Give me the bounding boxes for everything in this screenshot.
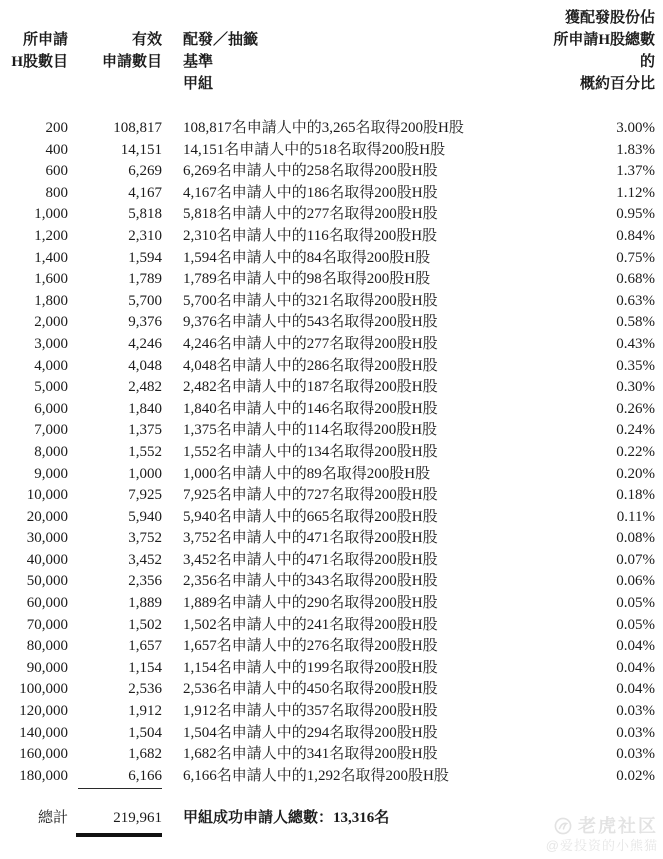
header-line: 獲配發股份佔: [564, 10, 655, 26]
header-applied-h-shares: [0, 7, 68, 95]
cell-percentage: 0.05%: [616, 595, 655, 612]
cell-allotment-basis: 4,167名申請人中的186名取得200股H股: [183, 184, 438, 201]
cell-percentage: 0.43%: [616, 335, 655, 352]
cell-valid-applications: 1,912: [128, 703, 162, 720]
cell-valid-applications: 2,356: [128, 573, 162, 590]
table-row: [0, 183, 663, 205]
cell-allotment-basis: 1,682名申請人中的341名取得200股H股: [183, 746, 438, 763]
table-row: [0, 593, 663, 615]
cell-applied-h-shares: 8,000: [34, 443, 68, 460]
header-line: 基準: [183, 54, 214, 70]
table-row: [0, 420, 663, 442]
cell-applied-h-shares: 100,000: [19, 681, 68, 698]
cell-percentage: 0.06%: [616, 573, 655, 590]
cell-percentage: 0.58%: [616, 314, 655, 331]
cell-valid-applications: 1,682: [128, 746, 162, 763]
watermark: [546, 815, 658, 854]
cell-percentage: 0.02%: [616, 767, 655, 784]
cell-allotment-basis: 1,375名申請人中的114名取得200股H股: [183, 422, 438, 439]
table-row: [0, 399, 663, 421]
cell-allotment-basis: 4,048名申請人中的286名取得200股H股: [183, 357, 438, 374]
total-label: 總計: [37, 810, 68, 827]
cell-applied-h-shares: 5,000: [34, 379, 68, 396]
cell-applied-h-shares: 50,000: [26, 573, 68, 590]
cell-allotment-basis: 1,594名申請人中的84名取得200股H股: [183, 249, 431, 266]
header-line: 配發／抽籤: [183, 32, 259, 48]
cell-allotment-basis: 2,356名申請人中的343名取得200股H股: [183, 573, 438, 590]
table-row: [0, 701, 663, 723]
total-summary: 甲組成功申請人總數：13,316名: [183, 810, 390, 827]
header-line: 概約百分比: [579, 76, 655, 92]
cell-valid-applications: 4,048: [128, 357, 162, 374]
cell-valid-applications: 2,482: [128, 379, 162, 396]
table-row: [0, 204, 663, 226]
cell-applied-h-shares: 180,000: [19, 767, 68, 784]
cell-allotment-basis: 1,502名申請人中的241名取得200股H股: [183, 616, 438, 633]
cell-valid-applications: 5,818: [128, 206, 162, 223]
table-row: [0, 485, 663, 507]
header-line: 所申請H股總數的: [553, 32, 655, 70]
cell-valid-applications: 5,940: [128, 508, 162, 525]
table-row: [0, 291, 663, 313]
cell-allotment-basis: 1,504名申請人中的294名取得200股H股: [183, 724, 438, 741]
cell-percentage: 0.04%: [616, 659, 655, 676]
cell-percentage: 0.08%: [616, 530, 655, 547]
cell-percentage: 0.11%: [616, 508, 655, 525]
cell-applied-h-shares: 400: [45, 141, 68, 158]
cell-valid-applications: 108,817: [113, 120, 162, 136]
cell-valid-applications: 6,166: [68, 766, 162, 788]
cell-allotment-basis: 1,840名申請人中的146名取得200股H股: [183, 400, 438, 417]
cell-valid-applications: 1,504: [128, 724, 162, 741]
cell-applied-h-shares: 600: [45, 163, 68, 180]
cell-applied-h-shares: 1,400: [34, 249, 68, 266]
cell-allotment-basis: 6,269名申請人中的258名取得200股H股: [183, 163, 438, 180]
cell-percentage: 1.83%: [616, 141, 655, 158]
cell-allotment-basis: 108,817名申請人中的3,265名取得200股H股: [183, 120, 464, 136]
cell-applied-h-shares: 80,000: [26, 638, 68, 655]
cell-applied-h-shares: 9,000: [34, 465, 68, 482]
cell-applied-h-shares: 1,600: [34, 271, 68, 288]
header-line: 申請數目: [101, 54, 162, 70]
cell-percentage: 0.04%: [616, 638, 655, 655]
cell-allotment-basis: 5,818名申請人中的277名取得200股H股: [183, 206, 438, 223]
table-row: [0, 550, 663, 572]
watermark-brand: 老虎社区: [578, 816, 658, 836]
watermark-handle: @爱投资的小熊猫: [545, 838, 658, 853]
cell-percentage: 0.20%: [616, 465, 655, 482]
cell-percentage: 0.95%: [616, 206, 655, 223]
cell-applied-h-shares: 7,000: [34, 422, 68, 439]
cell-applied-h-shares: 10,000: [26, 487, 68, 504]
cell-allotment-basis: 7,925名申請人中的727名取得200股H股: [183, 487, 438, 504]
cell-valid-applications: 1,594: [128, 249, 162, 266]
table-row: [0, 118, 663, 140]
cell-applied-h-shares: 140,000: [19, 724, 68, 741]
table-row: [0, 334, 663, 356]
table-header: [0, 0, 663, 95]
table-row: [0, 723, 663, 745]
cell-allotment-basis: 2,310名申請人中的116名取得200股H股: [183, 227, 438, 244]
cell-valid-applications: 14,151: [120, 141, 162, 158]
cell-valid-applications: 1,789: [128, 271, 162, 288]
cell-percentage: 1.12%: [616, 184, 655, 201]
header-line: 甲組: [183, 76, 214, 92]
cell-percentage: 0.03%: [616, 746, 655, 763]
table-row: [0, 312, 663, 334]
cell-valid-applications: 1,552: [128, 443, 162, 460]
cell-percentage: 0.22%: [616, 443, 655, 460]
cell-applied-h-shares: 120,000: [19, 703, 68, 720]
cell-applied-h-shares: 70,000: [26, 616, 68, 633]
cell-percentage: 0.04%: [616, 681, 655, 698]
cell-percentage: 0.68%: [616, 271, 655, 288]
cell-valid-applications: 1,889: [128, 595, 162, 612]
watermark-brand-row: [546, 815, 658, 837]
cell-percentage: 0.63%: [616, 292, 655, 309]
table-row: [0, 636, 663, 658]
table-row: [0, 140, 663, 162]
cell-percentage: 0.05%: [616, 616, 655, 633]
cell-allotment-basis: 1,889名申請人中的290名取得200股H股: [183, 595, 438, 612]
cell-applied-h-shares: 1,000: [34, 206, 68, 223]
cell-allotment-basis: 4,246名申請人中的277名取得200股H股: [183, 335, 438, 352]
cell-applied-h-shares: 800: [45, 184, 68, 201]
cell-percentage: 0.75%: [616, 249, 655, 266]
table-row: [0, 226, 663, 248]
table-row: [0, 442, 663, 464]
cell-allotment-basis: 6,166名申請人中的1,292名取得200股H股: [183, 767, 449, 784]
table-body: [0, 118, 663, 787]
cell-valid-applications: 7,925: [128, 487, 162, 504]
cell-percentage: 3.00%: [616, 120, 655, 136]
header-approx-percentage: [545, 7, 663, 95]
cell-valid-applications: 2,310: [128, 227, 162, 244]
total-value: 219,961: [113, 810, 162, 827]
cell-percentage: 0.26%: [616, 400, 655, 417]
cell-percentage: 0.35%: [616, 357, 655, 374]
table-row: [0, 507, 663, 529]
double-rule: [76, 833, 162, 837]
table-row: [0, 658, 663, 680]
header-valid-applications: [68, 7, 162, 95]
table-row: [0, 528, 663, 550]
cell-allotment-basis: 1,912名申請人中的357名取得200股H股: [183, 703, 438, 720]
cell-applied-h-shares: 30,000: [26, 530, 68, 547]
cell-valid-applications: 6,269: [128, 163, 162, 180]
header-line: 有效: [131, 32, 162, 48]
cell-allotment-basis: 2,482名申請人中的187名取得200股H股: [183, 379, 438, 396]
cell-valid-applications: 3,452: [128, 551, 162, 568]
cell-allotment-basis: 14,151名申請人中的518名取得200股H股: [183, 141, 446, 158]
cell-allotment-basis: 3,752名申請人中的471名取得200股H股: [183, 530, 438, 547]
cell-allotment-basis: 5,700名申請人中的321名取得200股H股: [183, 292, 438, 309]
cell-applied-h-shares: 3,000: [34, 335, 68, 352]
cell-applied-h-shares: 4,000: [34, 357, 68, 374]
cell-allotment-basis: 1,789名申請人中的98名取得200股H股: [183, 271, 431, 288]
cell-applied-h-shares: 90,000: [26, 659, 68, 676]
cell-percentage: 0.24%: [616, 422, 655, 439]
table-row: [0, 679, 663, 701]
cell-applied-h-shares: 2,000: [34, 314, 68, 331]
table-row: [0, 571, 663, 593]
cell-valid-applications: 1,502: [128, 616, 162, 633]
table-row: [0, 248, 663, 270]
cell-valid-applications: 3,752: [128, 530, 162, 547]
cell-applied-h-shares: 60,000: [26, 595, 68, 612]
cell-applied-h-shares: 200: [45, 120, 68, 136]
cell-applied-h-shares: 160,000: [19, 746, 68, 763]
table-row: [0, 766, 663, 788]
cell-allotment-basis: 1,000名申請人中的89名取得200股H股: [183, 465, 431, 482]
cell-allotment-basis: 2,536名申請人中的450名取得200股H股: [183, 681, 438, 698]
table-row: [0, 269, 663, 291]
cell-valid-applications: 1,154: [128, 659, 162, 676]
cell-valid-applications: 1,375: [128, 422, 162, 439]
cell-allotment-basis: 5,940名申請人中的665名取得200股H股: [183, 508, 438, 525]
header-line: 所申請: [22, 32, 68, 48]
cell-percentage: 0.03%: [616, 703, 655, 720]
table-row: [0, 377, 663, 399]
cell-applied-h-shares: 1,800: [34, 292, 68, 309]
cell-valid-applications: 2,536: [128, 681, 162, 698]
cell-applied-h-shares: 1,200: [34, 227, 68, 244]
cell-valid-applications: 9,376: [128, 314, 162, 331]
cell-valid-applications: 1,657: [128, 638, 162, 655]
cell-percentage: 1.37%: [616, 163, 655, 180]
cell-allotment-basis: 1,657名申請人中的276名取得200股H股: [183, 638, 438, 655]
table-row: [0, 464, 663, 486]
cell-percentage: 0.18%: [616, 487, 655, 504]
cell-valid-applications: 4,246: [128, 335, 162, 352]
table-row: [0, 161, 663, 183]
cell-valid-applications: 5,700: [128, 292, 162, 309]
cell-valid-applications: 4,167: [128, 184, 162, 201]
cell-allotment-basis: 1,552名申請人中的134名取得200股H股: [183, 443, 438, 460]
cell-valid-applications: 1,840: [128, 400, 162, 417]
tiger-logo-icon: [554, 817, 572, 835]
cell-applied-h-shares: 20,000: [26, 508, 68, 525]
header-line: H股數目: [11, 54, 68, 70]
table-row: [0, 356, 663, 378]
cell-percentage: 0.84%: [616, 227, 655, 244]
cell-percentage: 0.03%: [616, 724, 655, 741]
total-valid-applications: [68, 807, 162, 837]
table-row: [0, 744, 663, 766]
cell-percentage: 0.07%: [616, 551, 655, 568]
cell-allotment-basis: 9,376名申請人中的543名取得200股H股: [183, 314, 438, 331]
cell-allotment-basis: 3,452名申請人中的471名取得200股H股: [183, 551, 438, 568]
cell-percentage: 0.30%: [616, 379, 655, 396]
header-allotment-basis: [162, 7, 545, 95]
cell-applied-h-shares: 6,000: [34, 400, 68, 417]
cell-applied-h-shares: 40,000: [26, 551, 68, 568]
table-row: [0, 615, 663, 637]
cell-valid-applications: 1,000: [128, 465, 162, 482]
cell-allotment-basis: 1,154名申請人中的199名取得200股H股: [183, 659, 438, 676]
